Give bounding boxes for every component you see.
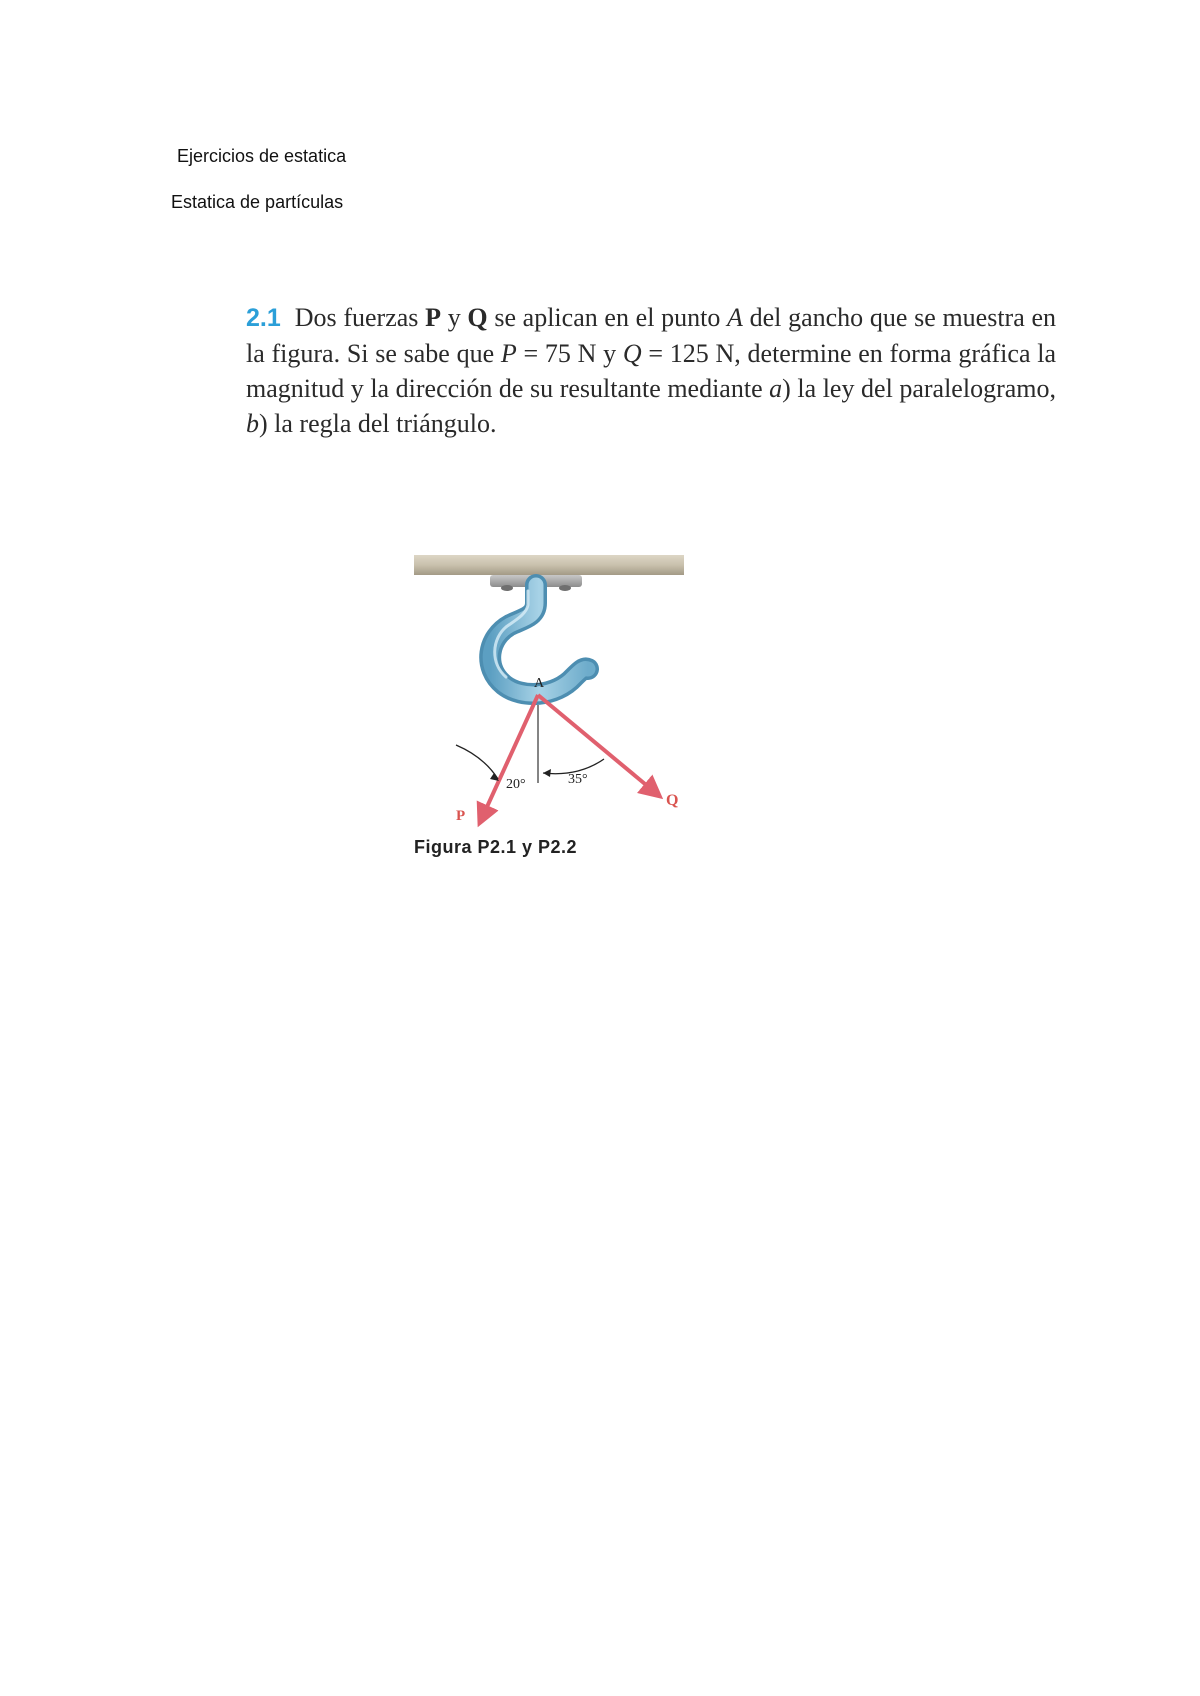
point-a: A	[727, 303, 743, 332]
vector-q: Q	[467, 303, 488, 332]
document-title: Ejercicios de estatica	[177, 146, 347, 166]
force-p-label: P	[456, 808, 466, 824]
problem-text: = 75 N y	[516, 339, 623, 368]
problem-text: ) la ley del paralelogramo,	[782, 374, 1056, 403]
force-q-arrow	[538, 695, 657, 794]
vector-p: P	[425, 303, 441, 332]
force-p-arrow	[481, 695, 538, 820]
angle-p-arrowhead	[490, 773, 499, 781]
part-b: b	[246, 409, 259, 438]
problem-text: ) la regla del triángulo.	[259, 409, 497, 438]
problem-text: Dos fuerzas	[294, 303, 426, 332]
magnitude-q: Q	[622, 339, 642, 368]
document-subtitle: Estatica de partículas	[171, 192, 344, 212]
hook-figure	[410, 545, 700, 865]
angle-p-arc	[456, 745, 498, 779]
problem-text: del gancho que se muestra en la figura. Si se sabe que	[246, 303, 1056, 368]
figure-caption: Figura P2.1 y P2.2	[414, 837, 578, 857]
point-a-label: A	[534, 676, 545, 691]
problem-statement	[246, 300, 1056, 441]
angle-q-label: 35°	[568, 772, 588, 787]
problem-number: 2.1	[246, 304, 281, 332]
angle-p-label: 20°	[506, 777, 526, 792]
part-a: a	[769, 374, 783, 403]
bolt-right	[559, 585, 571, 591]
ceiling-beam	[414, 555, 684, 575]
hook-diagram	[410, 545, 700, 845]
problem-text: se aplican en el punto	[487, 303, 728, 332]
bolt-left	[501, 585, 513, 591]
problem-text: = 125 N, determine en forma gráfica la magnitud y la dirección de su resultante mediante	[246, 339, 1056, 403]
force-q-label: Q	[666, 792, 679, 809]
problem-text: y	[441, 303, 468, 332]
angle-q-arrowhead	[543, 769, 551, 777]
magnitude-p: P	[500, 339, 517, 368]
